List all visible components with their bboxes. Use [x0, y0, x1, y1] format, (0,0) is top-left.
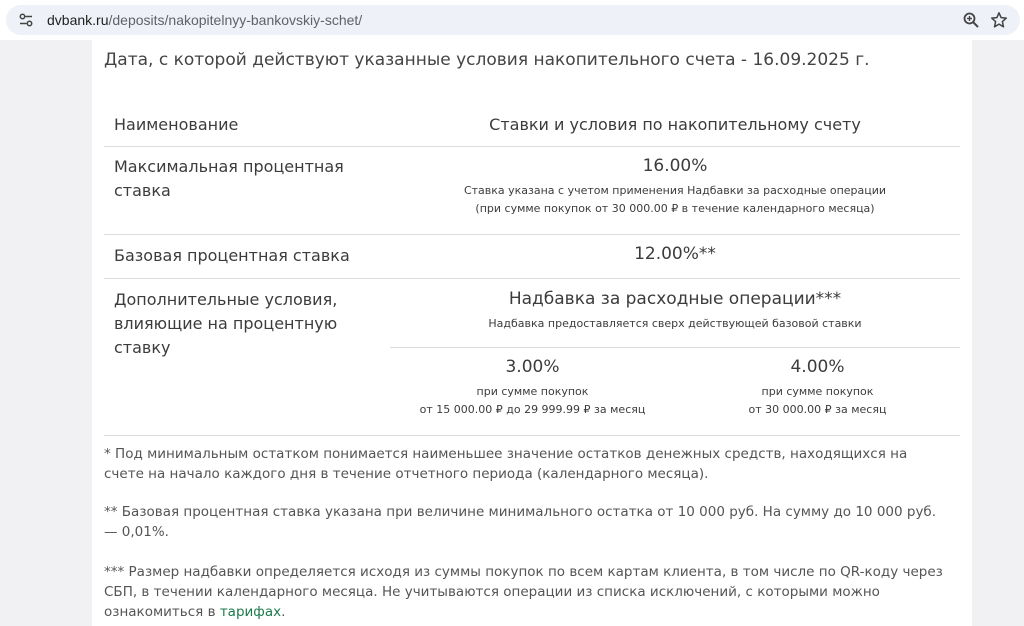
footnote-3: *** Размер надбавки определяется исходя из суммы покупок по всем картам клиента, в том числе по QR-коду через СБП, в течении календарного месяца. Не учитываются операции из списка исключений, с которыми можно ознакомиться в тарифах.	[104, 564, 943, 620]
zoom-icon[interactable]	[962, 11, 980, 29]
tier-2-line-2: от 30 000.00 ₽ за месяц	[748, 403, 887, 416]
tier-1-value: 3.00%	[505, 357, 560, 377]
url-domain: dvbank.ru	[47, 12, 109, 28]
url-path: /deposits/nakopitelnyy-bankovskiy-schet/	[108, 12, 363, 28]
max-rate-cell	[390, 156, 960, 218]
address-bar[interactable]	[6, 5, 1020, 35]
base-rate-label: Базовая процентная ставка	[114, 246, 350, 265]
header-name: Наименование	[114, 115, 239, 134]
max-rate-note-2: (при сумме покупок от 30 000.00 ₽ в течение календарного месяца)	[475, 202, 875, 215]
tariffs-link[interactable]: тарифах	[219, 604, 282, 620]
extra-conditions-label: Дополнительные условия, влияющие на процентную ставку	[114, 290, 338, 357]
max-rate-value: 16.00%	[642, 156, 708, 176]
row-divider	[104, 435, 960, 436]
base-rate-value: 12.00%**	[634, 244, 716, 264]
spending-bonus-title: Надбавка за расходные операции***	[508, 289, 842, 309]
url-text[interactable]	[47, 12, 362, 28]
bookmark-star-icon[interactable]	[990, 11, 1008, 29]
max-rate-note-1: Ставка указана с учетом применения Надбавки за расходные операции	[463, 184, 887, 197]
site-settings-icon[interactable]	[18, 12, 34, 28]
max-rate-label: Максимальная процентная ставка	[114, 157, 344, 200]
bonus-tier-2	[675, 357, 960, 419]
tier-1-line-2: от 15 000.00 ₽ до 29 999.99 ₽ за месяц	[419, 403, 646, 416]
sub-row-divider	[390, 347, 960, 348]
tier-1-line-1: при сумме покупок	[476, 385, 589, 398]
browser-toolbar	[0, 0, 1024, 40]
row-divider	[104, 234, 960, 235]
footnote-2: ** Базовая процентная ставка указана при величине минимального остатка от 10 000 руб. На сумму до 10 000 руб. — 0,01%.	[104, 504, 937, 540]
footnote-1: * Под минимальным остатком понимается наименьшее значение остатков денежных средств, находящихся на счете на начало каждого дня в течение отчетного периода (календарного месяца).	[104, 446, 908, 482]
row-divider	[104, 278, 960, 279]
row-divider	[104, 146, 960, 147]
spending-bonus-subtitle: Надбавка предоставляется сверх действующей базовой ставки	[488, 317, 862, 330]
bonus-tier-1	[390, 357, 675, 419]
deposit-conditions-card	[92, 40, 972, 626]
spending-bonus-cell	[390, 289, 960, 333]
tier-2-line-1: при сумме покупок	[761, 385, 874, 398]
effective-date-line: Дата, с которой действуют указанные условия накопительного счета - 16.09.2025 г.	[104, 50, 870, 70]
tier-2-value: 4.00%	[790, 357, 845, 377]
header-conditions: Ставки и условия по накопительному счету	[489, 115, 861, 134]
